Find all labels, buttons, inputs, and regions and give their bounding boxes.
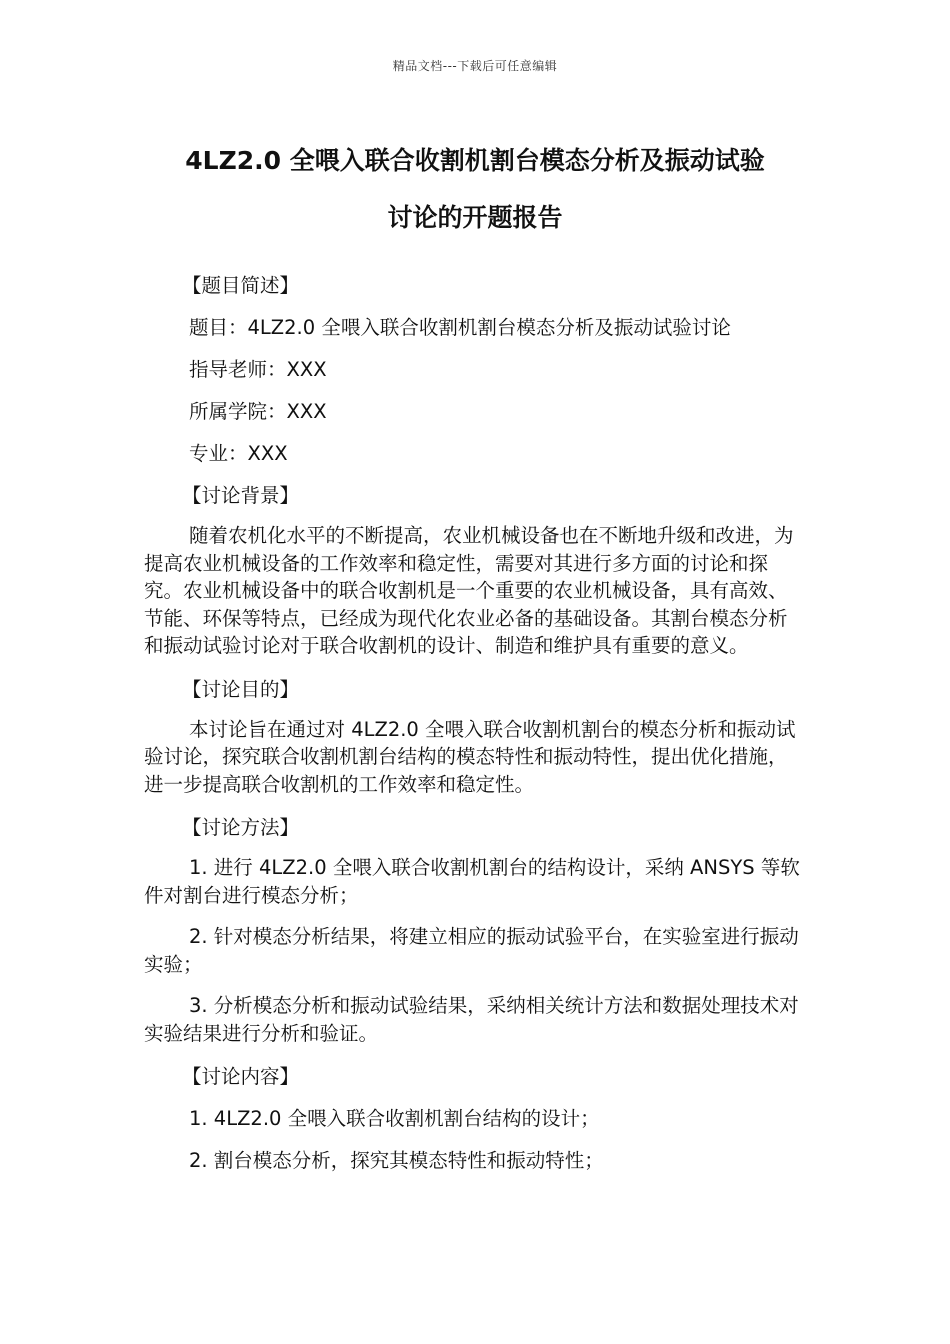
- college-line: 所属学院：XXX: [189, 400, 327, 423]
- content-item-2: 2. 割台模态分析，探究其模态特性和振动特性；: [189, 1149, 604, 1172]
- method-item-2: 2. 针对模态分析结果，将建立相应的振动试验平台，在实验室进行振动实验；: [144, 925, 799, 976]
- content-item-1: 1. 4LZ2.0 全喂入联合收割机割台结构的设计；: [189, 1107, 600, 1130]
- major-line: 专业：XXX: [189, 442, 288, 465]
- method-heading: 【讨论方法】: [182, 816, 300, 839]
- content-heading: 【讨论内容】: [182, 1065, 300, 1088]
- document-title: [120, 132, 830, 246]
- advisor-line: 指导老师：XXX: [189, 358, 327, 381]
- method-item-1: 1. 进行 4LZ2.0 全喂入联合收割机割台的结构设计，采纳 ANSYS 等软件对割台进行模态分析；: [144, 856, 800, 907]
- topic-line: 题目：4LZ2.0 全喂入联合收割机割台模态分析及振动试验讨论: [189, 316, 731, 339]
- background-paragraph: 随着农机化水平的不断提高，农业机械设备也在不断地升级和改进，为提高农业机械设备的工作效率和稳定性，需要对其进行多方面的讨论和探究。农业机械设备中的联合收割机是一个重要的农业机械设备，具有高效、节能、环保等特点，已经成为现代化农业必备的基础设备。其割台模态分析和振动试验讨论对于联合收割机的设计、制造和维护具有重要的意义。: [144, 524, 794, 657]
- page-header: 精品文档---下载后可任意编辑: [392, 59, 558, 73]
- purpose-paragraph: 本讨论旨在通过对 4LZ2.0 全喂入联合收割机割台的模态分析和振动试验讨论，探究联合收割机割台结构的模态特性和振动特性，提出优化措施，进一步提高联合收割机的工作效率和稳定性。: [144, 717, 796, 796]
- method-item-3: 3. 分析模态分析和振动试验结果，采纳相关统计方法和数据处理技术对实验结果进行分析和验证。: [144, 994, 799, 1045]
- background-heading: 【讨论背景】: [182, 484, 300, 507]
- title-line-2: 讨论的开题报告: [387, 203, 563, 232]
- title-line-1: 4LZ2.0 全喂入联合收割机割台模态分析及振动试验: [185, 146, 765, 175]
- purpose-heading: 【讨论目的】: [182, 677, 300, 701]
- summary-heading: 【题目简述】: [182, 274, 300, 297]
- document-body: [144, 270, 806, 1187]
